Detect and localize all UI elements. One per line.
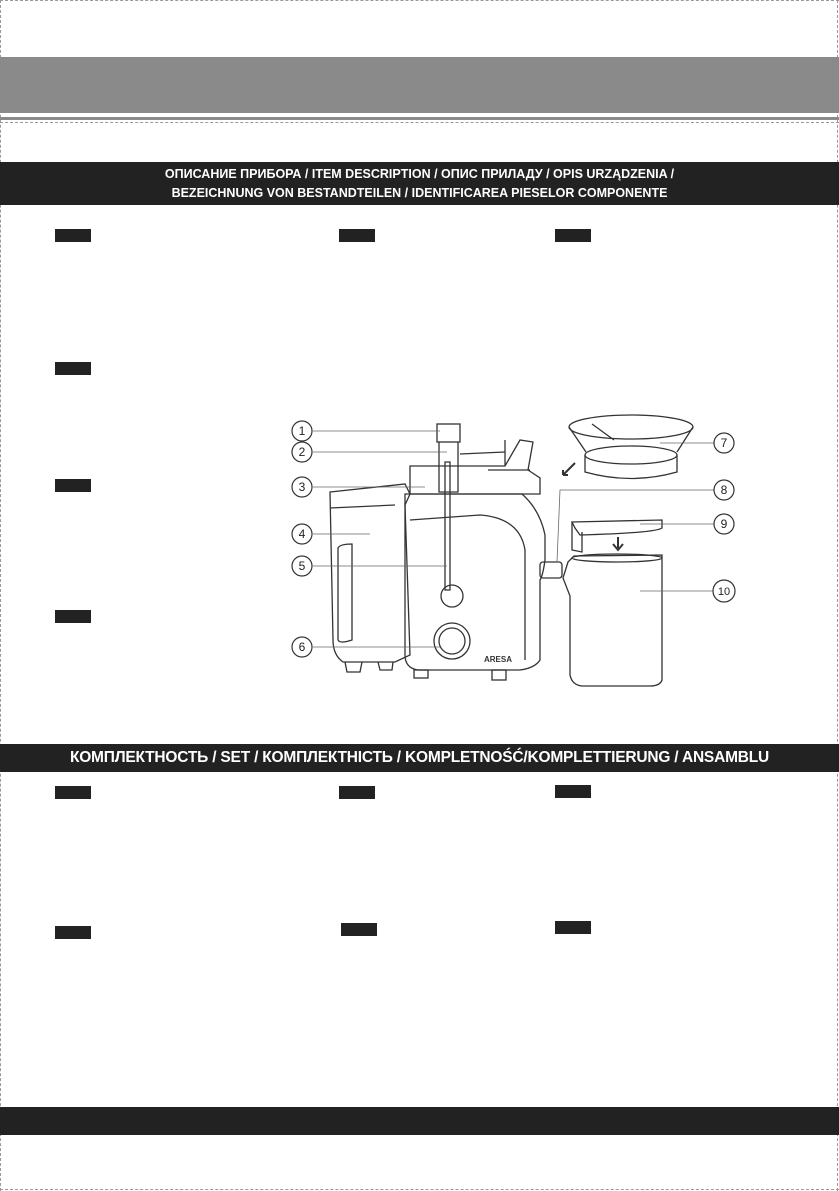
language-tag (55, 926, 91, 939)
pusher-top (437, 424, 460, 442)
item-description-line-2: BEZEICHNUNG VON BESTANDTEILEN / IDENTIFICAREA PIESELOR COMPONENTE (171, 186, 668, 200)
callout-2-label: 2 (298, 445, 306, 459)
callout-8-label: 8 (720, 483, 728, 497)
filter-sieve (569, 415, 693, 439)
language-tag (339, 786, 375, 799)
callout-1-label: 1 (298, 424, 306, 438)
cover (410, 440, 540, 494)
language-tag (555, 921, 591, 934)
language-tag (555, 785, 591, 798)
juice-jug (563, 555, 662, 686)
set-header-text: КОМПЛЕКТНОСТЬ / SET / КОМПЛЕКТНIСТЬ / KOMPLETNOŚĆ/KOMPLETTIERUNG / ANSAMBLU (69, 749, 770, 766)
callout-3-label: 3 (298, 480, 306, 494)
callout-10-label: 10 (717, 586, 731, 598)
brand-logo: ARESA (484, 655, 513, 664)
callout-7-label: 7 (720, 436, 728, 450)
callout-5-label: 5 (298, 559, 306, 573)
food-pusher (439, 442, 458, 492)
safety-switch (441, 585, 463, 607)
pulp-window (338, 544, 352, 642)
footer-band (0, 1107, 839, 1135)
locking-arm (445, 462, 450, 590)
set-header (0, 744, 839, 772)
motor-base (405, 494, 545, 670)
callout-9-label: 9 (720, 517, 728, 531)
callout-4-label: 4 (298, 527, 306, 541)
language-tag (341, 923, 377, 936)
language-tag (55, 786, 91, 799)
froth-separator (572, 520, 662, 535)
assembly-arrow (563, 463, 575, 475)
callout-6-label: 6 (298, 640, 306, 654)
item-description-line-1: ОПИСАНИЕ ПРИБОРА / ITEM DESCRIPTION / ОПИС ПРИЛАДУ / OPIS URZĄDZENIA / (164, 167, 675, 181)
pulp-container (330, 484, 410, 662)
